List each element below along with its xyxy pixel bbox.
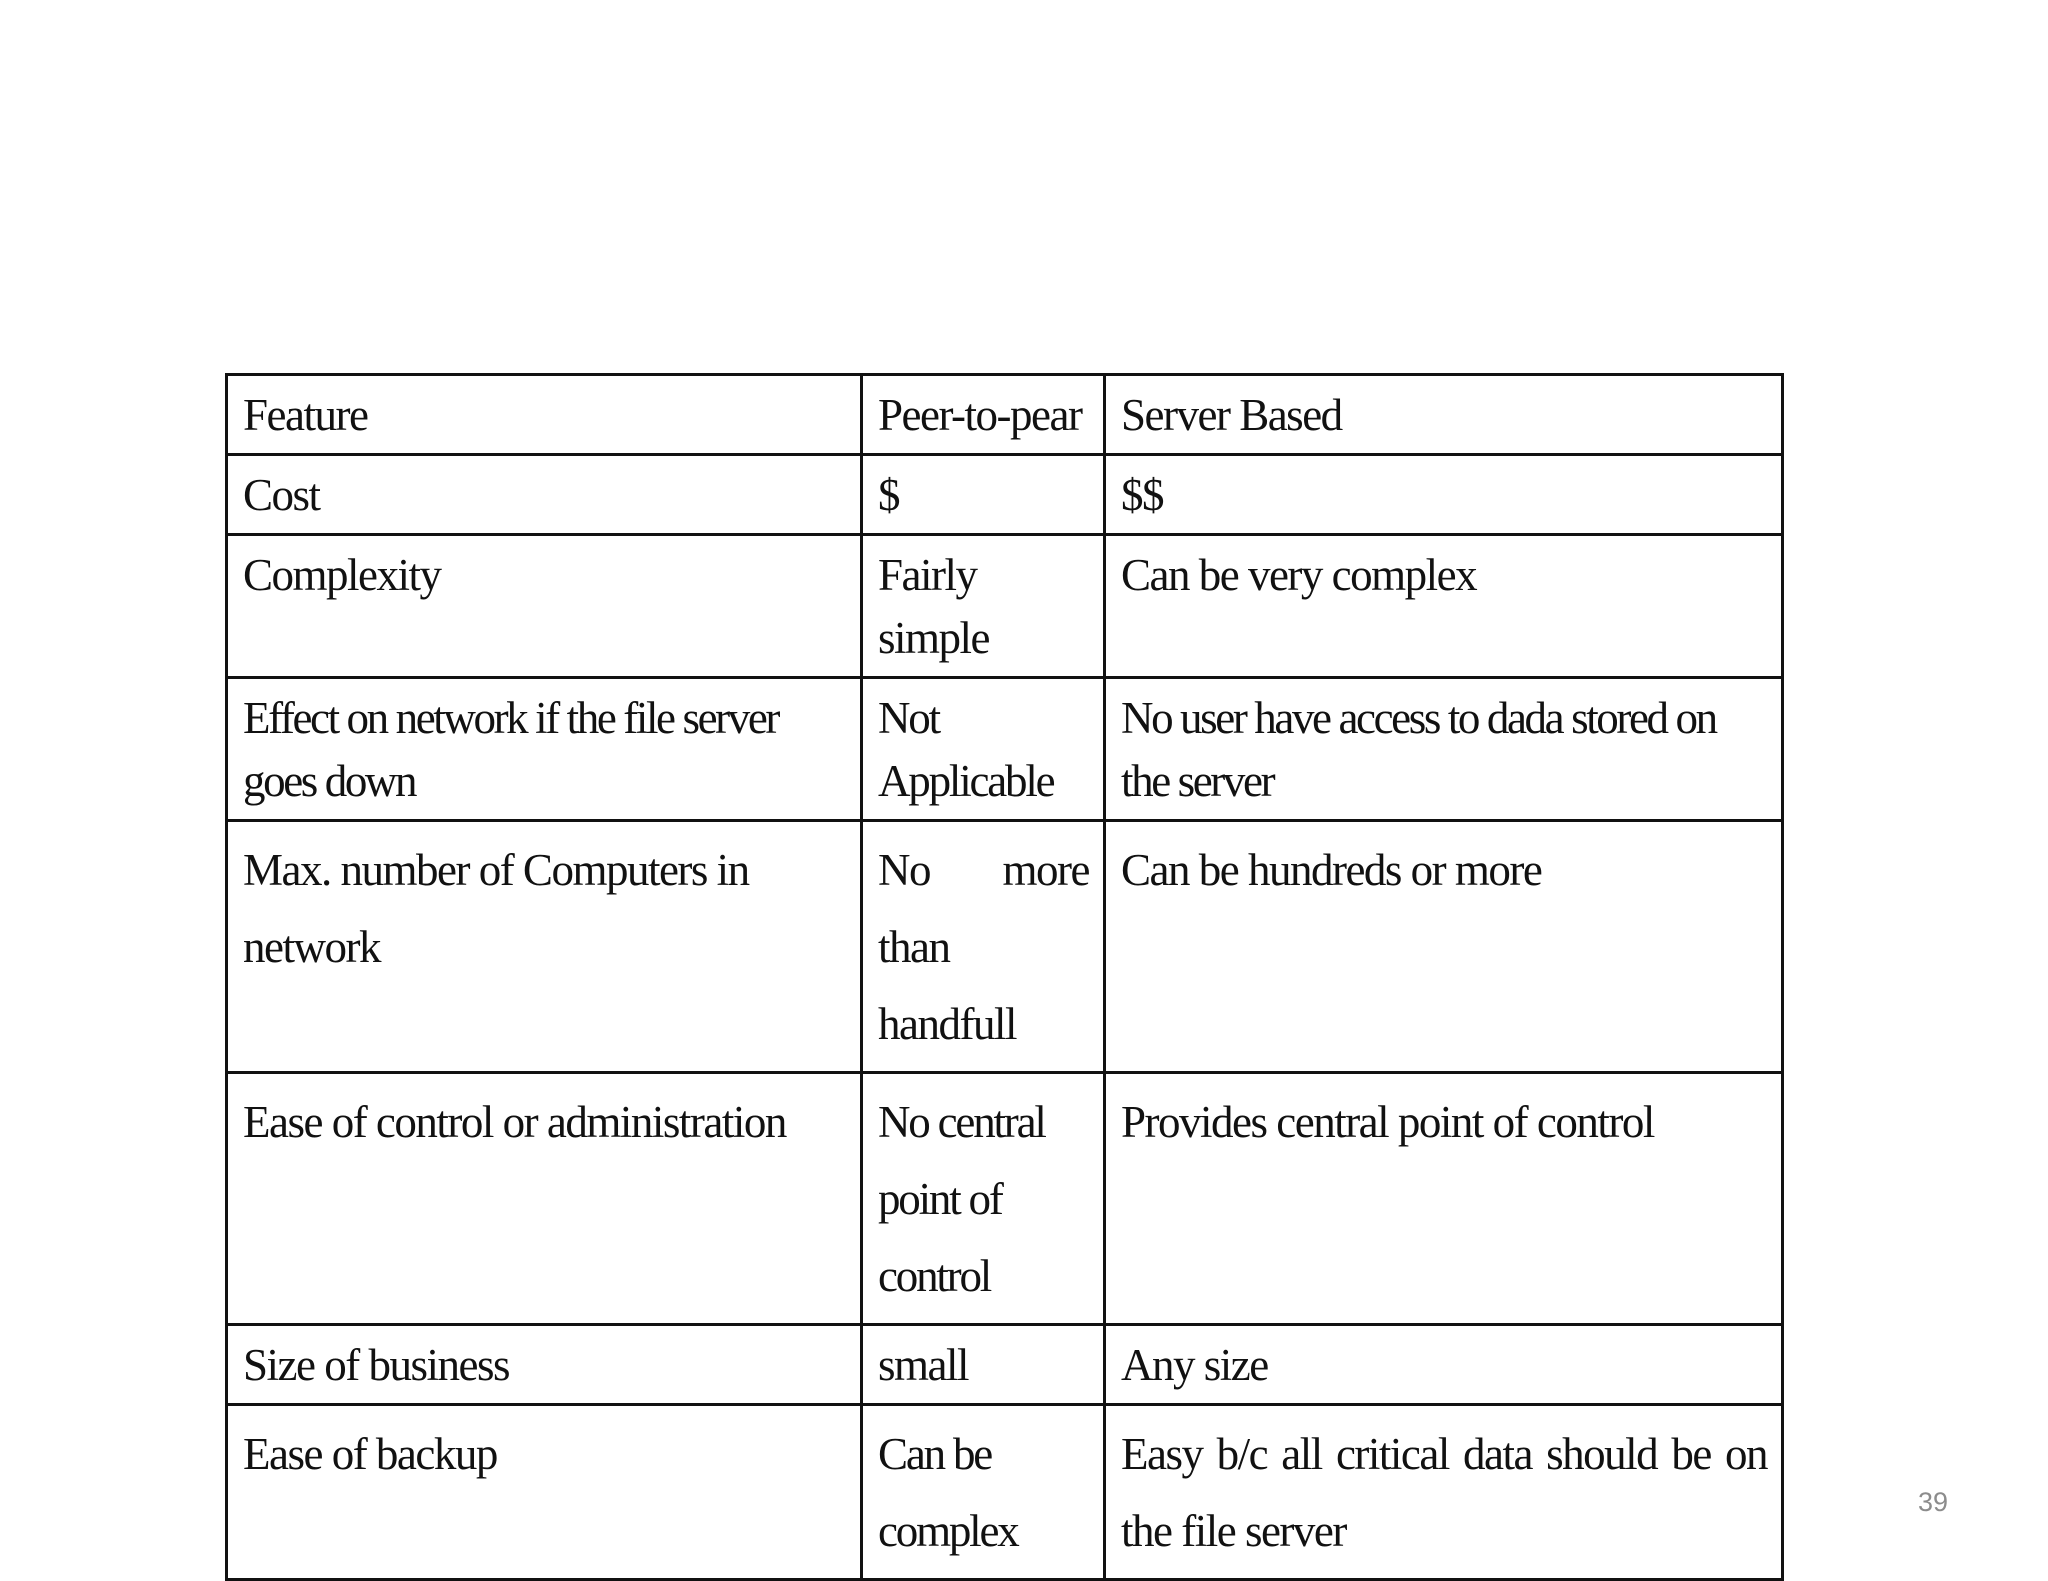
peer-to-pear-cell: small (862, 1325, 1105, 1405)
feature-cell: Max. number of Computers in network (227, 821, 862, 1073)
feature-cell: Ease of control or administration (227, 1073, 862, 1325)
server-based-cell: Provides central point of control (1105, 1073, 1783, 1325)
peer-to-pear-cell: $ (862, 455, 1105, 535)
table-row (227, 535, 1783, 678)
server-based-cell: Can be very complex (1105, 535, 1783, 678)
server-based-cell: $$ (1105, 455, 1783, 535)
table-row (227, 821, 1783, 1073)
table-row (227, 455, 1783, 535)
table-header-row (227, 375, 1783, 455)
table-row (227, 678, 1783, 821)
header-server-based: Server Based (1105, 375, 1783, 455)
feature-cell: Effect on network if the file server goes down (227, 678, 862, 821)
server-based-cell: Can be hundreds or more (1105, 821, 1783, 1073)
feature-cell: Cost (227, 455, 862, 535)
feature-cell: Complexity (227, 535, 862, 678)
table-row (227, 1073, 1783, 1325)
feature-cell: Size of business (227, 1325, 862, 1405)
peer-to-pear-cell: No more than handfull (862, 821, 1105, 1073)
comparison-table (225, 373, 1784, 1581)
peer-to-pear-cell: Fairly simple (862, 535, 1105, 678)
header-feature: Feature (227, 375, 862, 455)
feature-cell: Ease of backup (227, 1405, 862, 1580)
table-row (227, 1325, 1783, 1405)
server-based-cell: No user have access to dada stored on the server (1105, 678, 1783, 821)
header-peer-to-pear: Peer-to-pear (862, 375, 1105, 455)
peer-to-pear-cell: No central point of control (862, 1073, 1105, 1325)
server-based-cell: Easy b/c all critical data should be on the file server (1105, 1405, 1783, 1580)
peer-to-pear-cell: Can be complex (862, 1405, 1105, 1580)
table-row (227, 1405, 1783, 1580)
page-number: 39 (1917, 1487, 1948, 1517)
peer-to-pear-cell: Not Applicable (862, 678, 1105, 821)
server-based-cell: Any size (1105, 1325, 1783, 1405)
